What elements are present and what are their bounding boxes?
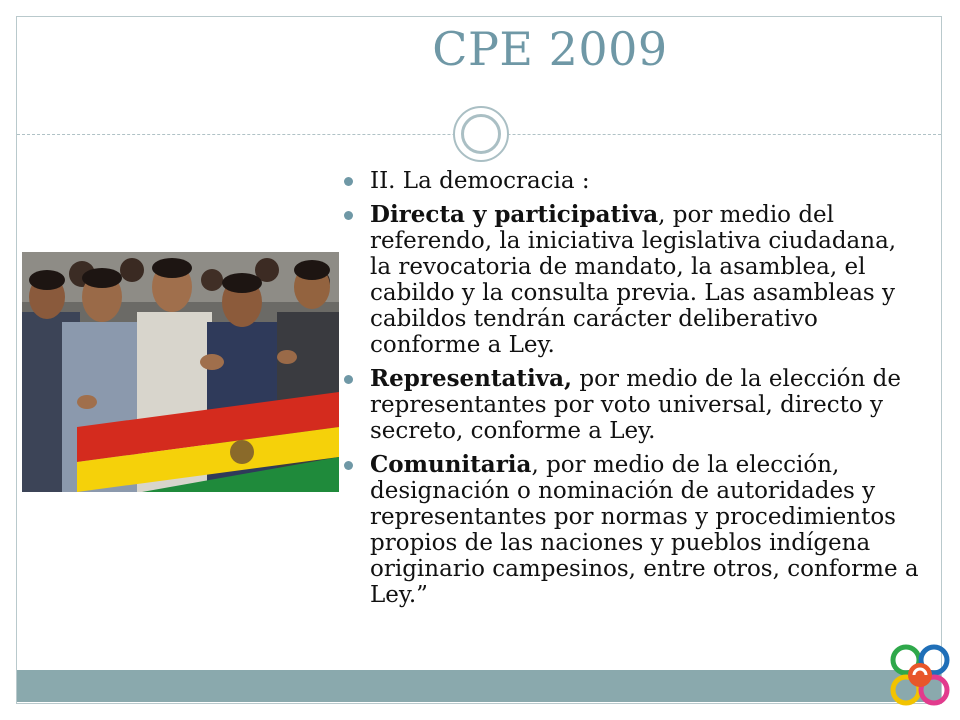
list-item — [343, 452, 923, 608]
bullet-text: , por medio del referendo, la iniciativa legislativa ciudadana, la revocatoria de mandato, la asamblea, el cabildo y la consulta previa. Las asambleas y cabildos tendrán carácter deliberativo conforme a Ley. — [370, 202, 897, 358]
ring-inner — [461, 114, 501, 154]
bullet-text: II. La democracia : — [370, 168, 590, 194]
bullet-icon — [344, 375, 353, 384]
bullet-icon — [344, 461, 353, 470]
footer-bar — [17, 670, 941, 702]
bullet-text: por medio de la elección de representantes por voto universal, directo y secreto, conforme a Ley. — [370, 366, 901, 444]
bullet-lead: Comunitaria — [370, 451, 532, 478]
bullet-icon — [344, 177, 353, 186]
organization-logo — [884, 642, 956, 714]
bullet-icon — [344, 211, 353, 220]
list-item — [343, 366, 923, 444]
bullet-lead: Representativa, — [370, 365, 573, 392]
slide-title: CPE 2009 — [432, 22, 668, 76]
list-item — [343, 168, 923, 194]
protest-photo — [22, 252, 339, 492]
bullet-lead: Directa y participativa — [370, 201, 659, 228]
bullet-text: , por medio de la elección, designación o nominación de autoridades y representantes por normas y procedimientos propios de las naciones y pueblos indígena originario campesinos, entre otros, conforme a Ley.” — [370, 452, 919, 608]
list-item — [343, 202, 923, 358]
ring-icon — [453, 106, 509, 162]
content-list — [343, 168, 923, 616]
